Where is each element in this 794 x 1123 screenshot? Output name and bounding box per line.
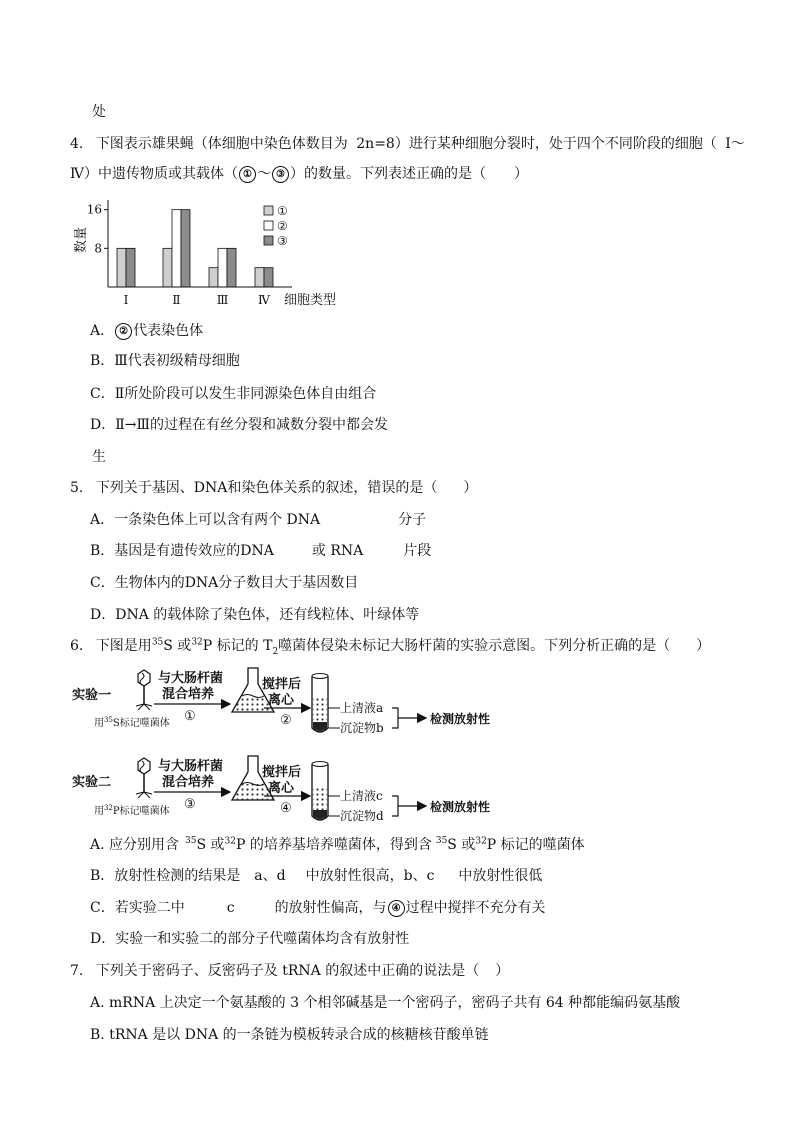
legend-label: ① <box>277 204 288 218</box>
step-2-label: ② <box>280 713 292 728</box>
q6-option-a[interactable]: A. 应分别用含 $^{35}$S 或$^{32}$P 的培养基培养噬菌体，得到含 $^{35}$S 或$^{32}$P 标记的噬菌体 <box>90 836 585 853</box>
bar-2-series-3 <box>181 210 190 287</box>
bar-3-series-1 <box>209 268 218 287</box>
step-4-label: ④ <box>280 801 292 816</box>
continued-text-fragment: 处 <box>92 104 106 120</box>
q4-option-a[interactable]: A． ② 代表染色体 <box>90 323 204 339</box>
step-1-label: ① <box>184 709 196 724</box>
mix-label-1: 与大肠杆菌 <box>158 671 224 686</box>
phage-2-caption: 用$^{32}$P标记噬菌体 <box>94 804 170 817</box>
q5-option-c[interactable]: C．生物体内的DNA分子数目大于基因数目 <box>90 575 359 591</box>
q5-option-a[interactable]: A．一条染色体上可以含有两个 DNA 分子 <box>90 512 427 528</box>
q7-option-a[interactable]: A. mRNA 上决定一个氨基酸的 3 个相邻碱基是一个密码子，密码子共有 64 种都能编码氨基酸 <box>90 995 681 1011</box>
chart-xlabel: 细胞类型 <box>284 293 337 308</box>
legend-swatch <box>264 206 273 215</box>
detect-label-1: 检测放射性 <box>430 712 491 726</box>
q4-option-d[interactable]: D．Ⅱ→Ⅲ的过程在有丝分裂和减数分裂中都会发 <box>90 417 388 433</box>
phage-icon <box>136 670 152 710</box>
bar-4-series-3 <box>264 268 273 287</box>
bracket-1 <box>392 708 422 728</box>
q6-option-b[interactable]: B．放射性检测的结果是 a、d 中放射性很高，b、c 中放射性很低 <box>90 868 543 884</box>
phage-icon <box>136 758 152 798</box>
stir-label-2: 离心 <box>268 781 295 796</box>
question-6-stem: 6. 下图是用$^{35}$S 或$^{32}$P 标记的 $T_2$噬菌体侵染未标记大肠杆菌的实验示意图。下列分析正确的是（ ） <box>70 637 711 657</box>
q6-option-c[interactable]: C．若实验二中 c 的放射性偏高，与 ④ 过程中搅拌不充分有关 <box>90 900 546 916</box>
chart-ylabel: 数量 <box>74 226 89 254</box>
y-tick-label: 16 <box>86 202 102 217</box>
legend-swatch <box>264 221 273 230</box>
legend-label: ③ <box>277 234 288 248</box>
mix-label-2: 混合培养 <box>162 687 215 702</box>
legend-label: ② <box>277 219 288 233</box>
question-5-stem: 5. 下列关于基因、DNA和染色体关系的叙述，错误的是（ ） <box>70 480 478 496</box>
q5-option-d[interactable]: D．DNA 的载体除了染色体，还有线粒体、叶绿体等 <box>90 607 420 623</box>
legend-swatch <box>264 236 273 245</box>
experiment-2-label: 实验二 <box>72 775 112 790</box>
stir-label-2: 离心 <box>268 693 295 708</box>
q4-option-d-continued: 生 <box>92 449 106 465</box>
question-number: 4. <box>70 136 84 152</box>
q4-option-b[interactable]: B．Ⅲ代表初级精母细胞 <box>90 353 240 369</box>
x-category-label: Ⅳ <box>258 293 270 307</box>
stir-label-1: 搅拌后 <box>262 677 302 692</box>
x-category-label: Ⅰ <box>123 293 129 307</box>
detect-label-2: 检测放射性 <box>430 800 491 814</box>
bar-3-series-2 <box>218 248 227 287</box>
bar-3-series-3 <box>227 248 236 287</box>
supernatant-c-label: 上清液c <box>340 789 383 803</box>
supernatant-a-label: 上清液a <box>340 701 384 715</box>
bar-2-series-1 <box>163 248 172 287</box>
bracket-2 <box>392 796 422 816</box>
question-4-stem-line1: 4. 下图表示雄果蝇（体细胞中染色体数目为 2n=8）进行某种细胞分裂时，处于四个不同阶段的细胞（ Ⅰ～ <box>70 136 745 152</box>
stir-label-1: 搅拌后 <box>262 765 302 780</box>
x-category-label: Ⅱ <box>172 293 181 307</box>
centrifuge-tube-icon <box>312 762 328 821</box>
question-4-stem-line2: Ⅳ）中遗传物质或其载体（ ① ～ ③ ）的数量。下列表述正确的是（ ） <box>70 166 528 182</box>
x-category-label: Ⅲ <box>216 293 229 307</box>
sediment-d-label: 沉淀物d <box>340 809 384 823</box>
q7-option-b[interactable]: B. tRNA 是以 DNA 的一条链为模板转录合成的核糖核苷酸单链 <box>90 1027 489 1043</box>
q4-option-c[interactable]: C．Ⅱ所处阶段可以发生非同源染色体自由组合 <box>90 386 377 402</box>
q5-option-b[interactable]: B．基因是有遗传效应的DNA 或 RNA 片段 <box>90 543 432 559</box>
q6-option-d[interactable]: D．实验一和实验二的部分子代噬菌体均含有放射性 <box>90 931 410 947</box>
step-3-label: ③ <box>184 797 196 812</box>
phage-experiment-diagram <box>70 662 510 832</box>
mix-label-1: 与大肠杆菌 <box>158 759 224 774</box>
y-tick-label: 8 <box>94 241 102 256</box>
sediment-b-label: 沉淀物b <box>340 721 384 735</box>
bar-4-series-1 <box>255 268 264 287</box>
bar-1-series-1 <box>117 248 126 287</box>
mix-label-2: 混合培养 <box>162 775 215 790</box>
bar-2-series-2 <box>172 210 181 287</box>
question-7-stem: 7. 下列关于密码子、反密码子及 tRNA 的叙述中正确的说法是（ ） <box>70 963 510 979</box>
centrifuge-tube-icon <box>312 674 328 733</box>
cell-stage-bar-chart <box>72 192 342 314</box>
phage-1-caption: 用$^{35}$S标记噬菌体 <box>94 716 170 729</box>
experiment-1-label: 实验一 <box>72 688 112 703</box>
bar-1-series-3 <box>126 248 135 287</box>
